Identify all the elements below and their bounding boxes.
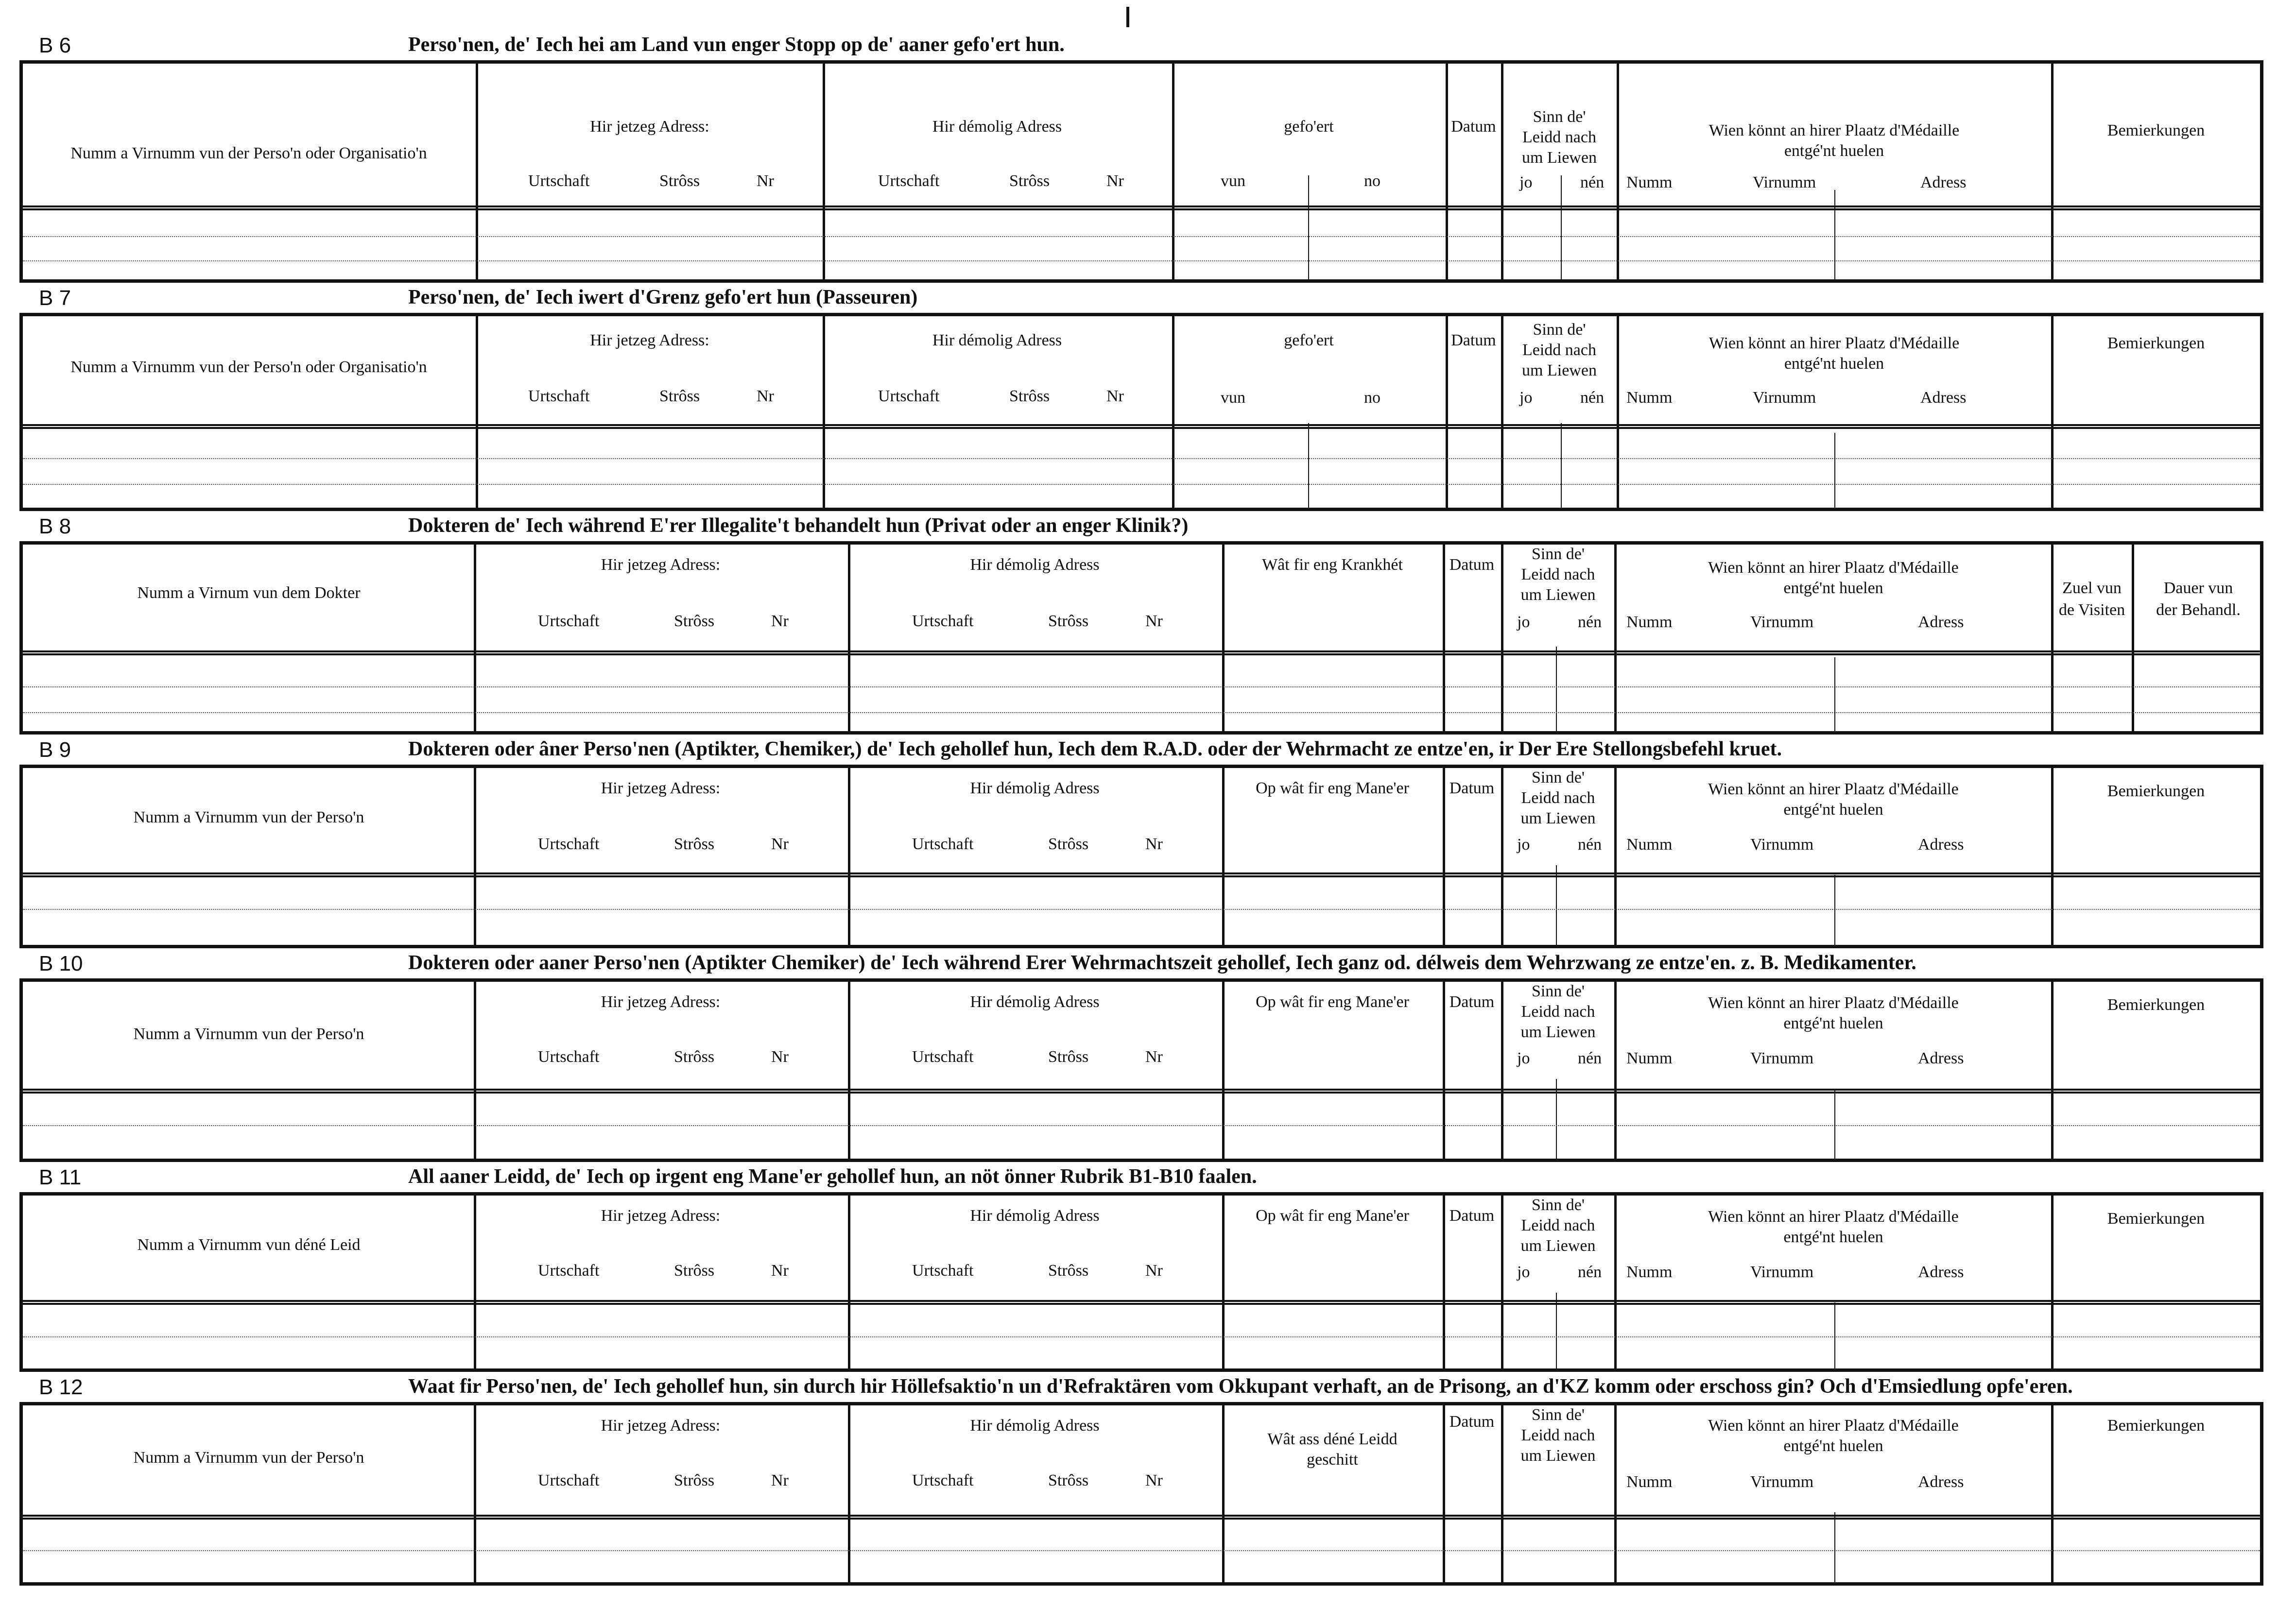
entry-row[interactable] xyxy=(23,1305,2260,1368)
nr-label: Nr xyxy=(1145,1048,1163,1066)
section-title: Dokteren oder âner Perso'nen (Aptikter, Chemiker,) de' Iech gehollef hun, Iech dem R.A.D. oder der Wehrmacht ze entze'en, ir Der Ere Stellongsbefehl kruet. xyxy=(408,738,1782,760)
current-address-header: Hir jetzeg Adress: xyxy=(601,1207,721,1225)
nr-label: Nr xyxy=(1145,612,1163,630)
medal-header-line2: entgé'nt huelen xyxy=(1784,355,1884,373)
numm-label: Numm xyxy=(1626,1263,1673,1281)
virnumm-label: Virnumm xyxy=(1750,1473,1814,1491)
section-b7 xyxy=(19,283,2263,511)
nr-label: Nr xyxy=(771,612,789,630)
numm-label: Numm xyxy=(1626,389,1673,407)
numm-label: Numm xyxy=(1626,1473,1673,1491)
entry-row[interactable] xyxy=(23,1094,2260,1159)
stross-label: Strôss xyxy=(674,1471,715,1489)
numm-label: Numm xyxy=(1626,613,1673,631)
adress-label: Adress xyxy=(1920,389,1967,407)
what-happened-header-line2: geschitt xyxy=(1307,1451,1358,1469)
section-title: All aaner Leidd, de' Iech op irgent eng Mane'er gehollef hun, an nöt önner Rubrik B1-B10 faalen. xyxy=(408,1165,1257,1188)
section-table xyxy=(19,541,2263,735)
alive-header-line1: Sinn de' xyxy=(1531,1196,1585,1214)
top-tick-mark xyxy=(1126,7,1129,27)
former-address-header: Hir démolig Adress xyxy=(970,1417,1100,1435)
stross-label: Strôss xyxy=(659,172,700,190)
duration-header-line1: Dauer vun xyxy=(2163,579,2233,597)
urtschaft-label: Urtschaft xyxy=(538,1048,600,1066)
stross-label: Strôss xyxy=(1048,1262,1089,1280)
nr-label: Nr xyxy=(1106,387,1124,405)
section-b6 xyxy=(19,30,2263,283)
former-address-header: Hir démolig Adress xyxy=(970,1207,1100,1225)
urtschaft-label: Urtschaft xyxy=(878,387,940,405)
stross-label: Strôss xyxy=(674,612,715,630)
jo-label: jo xyxy=(1517,1049,1530,1067)
urtschaft-label: Urtschaft xyxy=(538,1471,600,1489)
vun-label: vun xyxy=(1221,172,1245,190)
remarks-header: Bemierkungen xyxy=(2107,334,2205,352)
adress-label: Adress xyxy=(1920,173,1967,191)
name-column-header: Numm a Virnumm vun déné Leid xyxy=(137,1236,361,1254)
current-address-header: Hir jetzeg Adress: xyxy=(601,779,721,797)
stross-label: Strôss xyxy=(1048,835,1089,853)
urtschaft-label: Urtschaft xyxy=(528,172,590,190)
medal-header-line2: entgé'nt huelen xyxy=(1784,142,1884,160)
datum-header: Datum xyxy=(1449,993,1495,1011)
duration-header-line2: der Behandl. xyxy=(2156,601,2241,619)
stross-label: Strôss xyxy=(1009,387,1050,405)
alive-header-line3: um Liewen xyxy=(1520,1023,1596,1041)
nen-label: nén xyxy=(1580,173,1605,191)
datum-header: Datum xyxy=(1449,556,1495,574)
section-label: B 11 xyxy=(39,1165,82,1189)
section-title: Perso'nen, de' Iech hei am Land vun enger Stopp op de' aaner gefo'ert hun. xyxy=(408,34,1065,56)
urtschaft-label: Urtschaft xyxy=(912,835,974,853)
section-b10 xyxy=(19,948,2263,1162)
name-column-header: Numm a Virnumm vun der Perso'n xyxy=(133,1449,364,1467)
former-address-header: Hir démolig Adress xyxy=(970,556,1100,574)
alive-header-line1: Sinn de' xyxy=(1531,982,1585,1000)
alive-header-line2: Leidd nach xyxy=(1521,1003,1595,1021)
visits-header-line1: Zuel vun xyxy=(2062,579,2122,597)
jo-label: jo xyxy=(1519,389,1533,407)
alive-header-line2: Leidd nach xyxy=(1521,1426,1595,1444)
datum-header: Datum xyxy=(1451,331,1496,349)
section-b9 xyxy=(19,735,2263,948)
stross-label: Strôss xyxy=(674,835,715,853)
jo-label: jo xyxy=(1517,1263,1530,1281)
medal-header-line1: Wien könnt an hirer Plaatz d'Médaille xyxy=(1708,1208,1959,1226)
visits-header-line2: de Visiten xyxy=(2058,601,2125,619)
remarks-header: Bemierkungen xyxy=(2107,996,2205,1014)
vun-label: vun xyxy=(1221,389,1245,407)
section-label: B 10 xyxy=(39,952,83,975)
nr-label: Nr xyxy=(1145,1471,1163,1489)
entry-row[interactable] xyxy=(23,877,2260,945)
entry-row[interactable] xyxy=(23,210,2260,279)
section-table xyxy=(19,765,2263,948)
section-label: B 8 xyxy=(39,514,71,538)
medal-header-line1: Wien könnt an hirer Plaatz d'Médaille xyxy=(1708,559,1959,577)
entry-row[interactable] xyxy=(23,655,2260,731)
nen-label: nén xyxy=(1578,1049,1602,1067)
entry-row[interactable] xyxy=(23,1520,2260,1582)
section-title: Dokteren de' Iech während E'rer Illegalite't behandelt hun (Privat oder an enger Klinik?) xyxy=(408,514,1189,537)
transported-header: gefo'ert xyxy=(1284,118,1334,136)
alive-header-line3: um Liewen xyxy=(1520,1447,1596,1465)
numm-label: Numm xyxy=(1626,1049,1673,1067)
nr-label: Nr xyxy=(1145,1262,1163,1280)
medal-header-line1: Wien könnt an hirer Plaatz d'Médaille xyxy=(1708,780,1959,798)
alive-header-line1: Sinn de' xyxy=(1531,1406,1585,1424)
medal-header-line1: Wien könnt an hirer Plaatz d'Médaille xyxy=(1708,121,1960,139)
name-column-header: Numm a Virnumm vun der Perso'n oder Organisatio'n xyxy=(70,144,427,162)
section-title: Perso'nen, de' Iech iwert d'Grenz gefo'ert hun (Passeuren) xyxy=(408,286,918,308)
datum-header: Datum xyxy=(1449,1413,1495,1431)
alive-header-line2: Leidd nach xyxy=(1522,341,1596,359)
nr-label: Nr xyxy=(771,835,789,853)
medal-header-line2: entgé'nt huelen xyxy=(1783,579,1883,597)
alive-header-line2: Leidd nach xyxy=(1521,789,1595,807)
virnumm-label: Virnumm xyxy=(1750,1263,1814,1281)
nen-label: nén xyxy=(1580,389,1605,407)
medal-header-line1: Wien könnt an hirer Plaatz d'Médaille xyxy=(1708,1417,1959,1435)
nr-label: Nr xyxy=(771,1262,789,1280)
urtschaft-label: Urtschaft xyxy=(912,1048,974,1066)
alive-header-line3: um Liewen xyxy=(1522,149,1597,167)
section-label: B 12 xyxy=(39,1375,83,1399)
medal-header-line2: entgé'nt huelen xyxy=(1783,1014,1883,1032)
adress-label: Adress xyxy=(1918,1473,1964,1491)
manner-header: Op wât fir eng Mane'er xyxy=(1256,993,1409,1011)
entry-row[interactable] xyxy=(23,429,2260,508)
alive-header-line1: Sinn de' xyxy=(1531,769,1585,786)
datum-header: Datum xyxy=(1449,1207,1495,1225)
virnumm-label: Virnumm xyxy=(1750,613,1814,631)
section-table xyxy=(19,1192,2263,1372)
nr-label: Nr xyxy=(771,1048,789,1066)
name-column-header: Numm a Virnumm vun der Perso'n xyxy=(133,1025,364,1043)
no-label: no xyxy=(1364,172,1381,190)
stross-label: Strôss xyxy=(659,387,700,405)
section-label: B 6 xyxy=(39,34,71,57)
stross-label: Strôss xyxy=(1048,612,1089,630)
nr-label: Nr xyxy=(771,1471,789,1489)
section-table xyxy=(19,60,2263,283)
section-label: B 9 xyxy=(39,738,71,762)
manner-header: Op wât fir eng Mane'er xyxy=(1256,779,1409,797)
illness-header: Wât fir eng Krankhét xyxy=(1262,556,1403,574)
alive-header-line1: Sinn de' xyxy=(1533,108,1586,126)
alive-header-line2: Leidd nach xyxy=(1522,128,1596,146)
section-b12 xyxy=(19,1372,2263,1595)
current-address-header: Hir jetzeg Adress: xyxy=(601,556,721,574)
alive-header-line2: Leidd nach xyxy=(1521,1216,1595,1234)
adress-label: Adress xyxy=(1918,836,1964,854)
current-address-header: Hir jetzeg Adress: xyxy=(601,1417,721,1435)
numm-label: Numm xyxy=(1626,836,1673,854)
nr-label: Nr xyxy=(757,387,774,405)
stross-label: Strôss xyxy=(674,1048,715,1066)
urtschaft-label: Urtschaft xyxy=(538,1262,600,1280)
section-label: B 7 xyxy=(39,286,71,310)
remarks-header: Bemierkungen xyxy=(2107,1417,2205,1435)
adress-label: Adress xyxy=(1918,1263,1964,1281)
virnumm-label: Virnumm xyxy=(1753,173,1816,191)
name-column-header: Numm a Virnum vun dem Dokter xyxy=(137,584,361,602)
nr-label: Nr xyxy=(1145,835,1163,853)
manner-header: Op wât fir eng Mane'er xyxy=(1256,1207,1409,1225)
section-b11 xyxy=(19,1162,2263,1372)
section-table xyxy=(19,978,2263,1162)
former-address-header: Hir démolig Adress xyxy=(970,993,1100,1011)
nen-label: nén xyxy=(1578,613,1602,631)
jo-label: jo xyxy=(1517,613,1530,631)
urtschaft-label: Urtschaft xyxy=(538,612,600,630)
what-happened-header-line1: Wât ass déné Leidd xyxy=(1267,1430,1398,1448)
former-address-header: Hir démolig Adress xyxy=(970,779,1100,797)
remarks-header: Bemierkungen xyxy=(2107,1210,2205,1228)
urtschaft-label: Urtschaft xyxy=(528,387,590,405)
urtschaft-label: Urtschaft xyxy=(912,612,974,630)
virnumm-label: Virnumm xyxy=(1753,389,1816,407)
adress-label: Adress xyxy=(1918,1049,1964,1067)
medal-header-line2: entgé'nt huelen xyxy=(1783,801,1883,819)
section-title: Waat fir Perso'nen, de' Iech gehollef hun, sin durch hir Höllefsaktio'n un d'Refraktären vom Okkupant verhaft, an de Prisong, an d'KZ komm oder erschoss gin? Och d'Emsiedlung opfe'eren. xyxy=(408,1375,2073,1398)
nen-label: nén xyxy=(1578,836,1602,854)
virnumm-label: Virnumm xyxy=(1750,836,1814,854)
section-title: Dokteren oder aaner Perso'nen (Aptikter Chemiker) de' Iech während Erer Wehrmachtszeit gehollef, Iech ganz od. délweis dem Wehrzwang ze entze'en. z. B. Medikamenter. xyxy=(408,952,1916,974)
former-address-header: Hir démolig Adress xyxy=(932,118,1062,136)
jo-label: jo xyxy=(1517,836,1530,854)
current-address-header: Hir jetzeg Adress: xyxy=(590,118,709,136)
nr-label: Nr xyxy=(1106,172,1124,190)
numm-label: Numm xyxy=(1626,173,1673,191)
section-table xyxy=(19,1402,2263,1586)
alive-header-line1: Sinn de' xyxy=(1531,545,1585,563)
urtschaft-label: Urtschaft xyxy=(912,1262,974,1280)
urtschaft-label: Urtschaft xyxy=(912,1471,974,1489)
alive-header-line3: um Liewen xyxy=(1520,1237,1596,1255)
section-table xyxy=(19,313,2263,511)
former-address-header: Hir démolig Adress xyxy=(932,331,1062,349)
nr-label: Nr xyxy=(757,172,774,190)
adress-label: Adress xyxy=(1918,613,1964,631)
medal-header-line1: Wien könnt an hirer Plaatz d'Médaille xyxy=(1708,994,1959,1012)
remarks-header: Bemierkungen xyxy=(2107,121,2205,139)
stross-label: Strôss xyxy=(674,1262,715,1280)
medal-header-line1: Wien könnt an hirer Plaatz d'Médaille xyxy=(1708,334,1960,352)
stross-label: Strôss xyxy=(1048,1471,1089,1489)
alive-header-line3: um Liewen xyxy=(1520,586,1596,604)
name-column-header: Numm a Virnumm vun der Perso'n xyxy=(133,808,364,826)
stross-label: Strôss xyxy=(1048,1048,1089,1066)
alive-header-line1: Sinn de' xyxy=(1533,321,1586,339)
virnumm-label: Virnumm xyxy=(1750,1049,1814,1067)
current-address-header: Hir jetzeg Adress: xyxy=(590,331,709,349)
remarks-header: Bemierkungen xyxy=(2107,782,2205,800)
alive-header-line2: Leidd nach xyxy=(1521,565,1595,583)
stross-label: Strôss xyxy=(1009,172,1050,190)
datum-header: Datum xyxy=(1449,779,1495,797)
current-address-header: Hir jetzeg Adress: xyxy=(601,993,721,1011)
no-label: no xyxy=(1364,389,1381,407)
alive-header-line3: um Liewen xyxy=(1522,361,1597,379)
name-column-header: Numm a Virnumm vun der Perso'n oder Organisatio'n xyxy=(70,358,427,376)
transported-header: gefo'ert xyxy=(1284,331,1334,349)
urtschaft-label: Urtschaft xyxy=(878,172,940,190)
medal-header-line2: entgé'nt huelen xyxy=(1783,1228,1883,1246)
jo-label: jo xyxy=(1519,173,1533,191)
datum-header: Datum xyxy=(1451,118,1496,136)
nen-label: nén xyxy=(1578,1263,1602,1281)
urtschaft-label: Urtschaft xyxy=(538,835,600,853)
alive-header-line3: um Liewen xyxy=(1520,809,1596,827)
medal-header-line2: entgé'nt huelen xyxy=(1783,1437,1883,1455)
section-b8 xyxy=(19,511,2263,735)
